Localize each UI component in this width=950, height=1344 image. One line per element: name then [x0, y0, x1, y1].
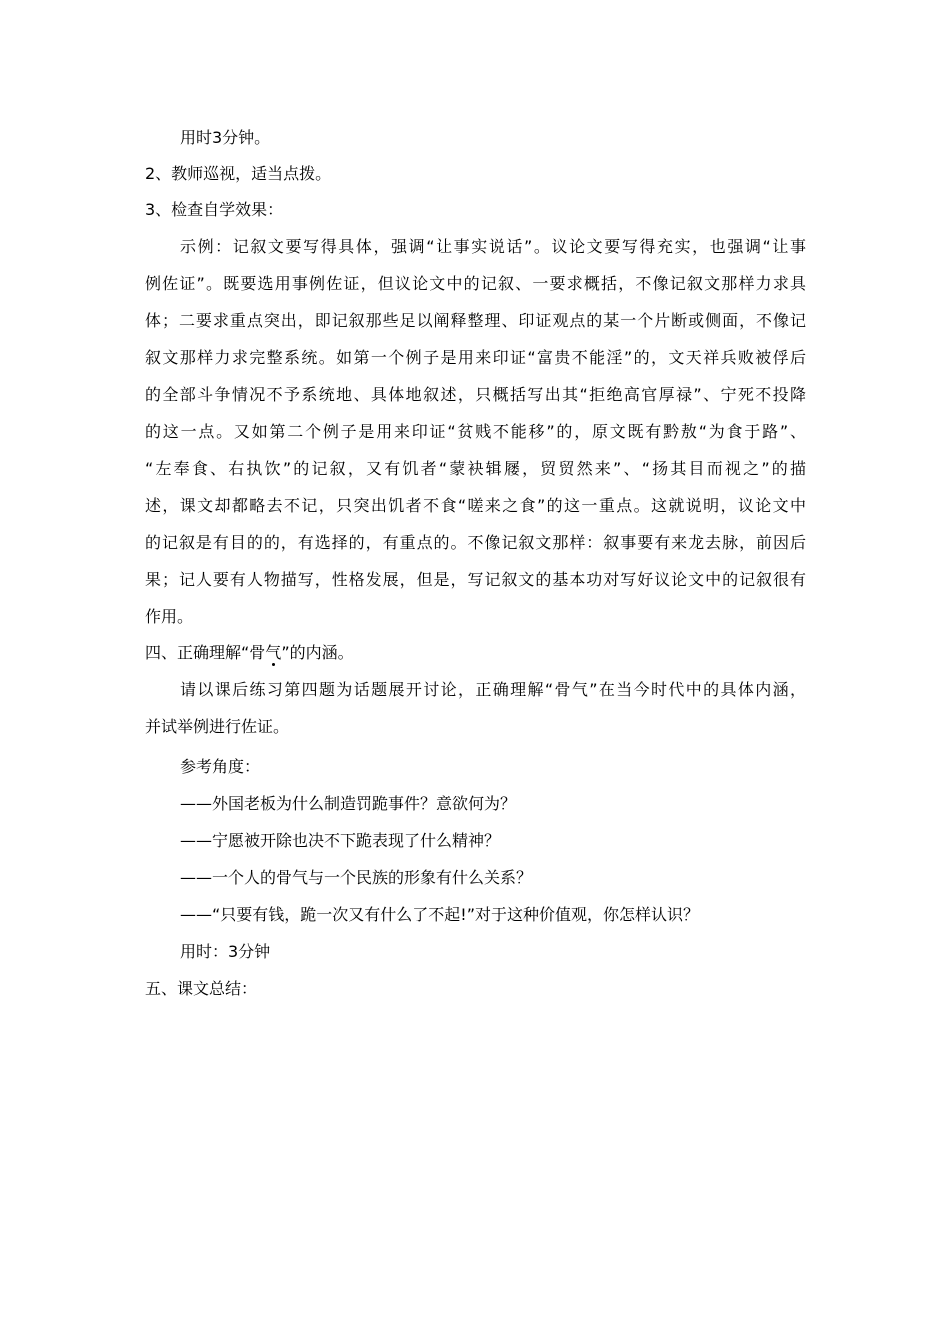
emphasis-dot-char: 气 — [265, 643, 282, 662]
paragraph-line: 示例：记叙文要写得具体，强调“让事实说话”。议论文要写得充实，也强调“让事 — [180, 237, 806, 256]
list-item: ——“只要有钱，跪一次又有什么了不起!”对于这种价值观，你怎样认识？ — [180, 905, 699, 924]
list-item: ——一个人的骨气与一个民族的形象有什么关系？ — [180, 868, 533, 887]
paragraph-line: 例佐证”。既要选用事例佐证，但议论文中的记叙、一要求概括，不像记叙文那样力求具 — [145, 274, 806, 293]
paragraph-line: 的全部斗争情况不予系统地、具体地叙述，只概括写出其“拒绝高官厚禄”、宁死不投降 — [145, 385, 806, 404]
section-4-heading: 四、正确理解“骨气”的内涵。 — [145, 643, 354, 662]
paragraph-line: 作用。 — [145, 607, 194, 626]
paragraph-line: 的记叙是有目的的，有选择的，有重点的。不像记叙文那样：叙事要有来龙去脉，前因后 — [145, 533, 806, 552]
paragraph-line: “左奉食、右执饮”的记叙，又有饥者“蒙袂辑屦，贸贸然来”、“扬其目而视之”的描 — [145, 459, 806, 478]
step-3-text: 3、检查自学效果： — [145, 200, 284, 219]
section-5-heading: 五、课文总结： — [145, 979, 258, 998]
paragraph-line: 体；二要求重点突出，即记叙那些足以阐释整理、印证观点的某一个片断或侧面，不像记 — [145, 311, 806, 330]
reference-angles-label: 参考角度： — [180, 757, 261, 776]
step-2-text: 2、教师巡视，适当点拨。 — [145, 164, 332, 183]
time-note-1: 用时3分钟。 — [180, 128, 271, 147]
list-item: ——外国老板为什么制造罚跪事件？意欲何为？ — [180, 794, 517, 813]
time-note-2: 用时：3分钟 — [180, 942, 271, 961]
discussion-prompt-line: 并试举例进行佐证。 — [145, 717, 290, 736]
discussion-prompt-line: 请以课后练习第四题为话题展开讨论，正确理解“骨气”在当今时代中的具体内涵， — [180, 680, 806, 699]
paragraph-line: 果；记人要有人物描写，性格发展，但是，写记叙文的基本功对写好议论文中的记叙很有 — [145, 570, 806, 589]
paragraph-line: 的这一点。又如第二个例子是用来印证“贫贱不能移”的，原文既有黔敖“为食于路”、 — [145, 422, 806, 441]
paragraph-line: 叙文那样力求完整系统。如第一个例子是用来印证“富贵不能淫”的，文天祥兵败被俘后 — [145, 348, 806, 367]
list-item: ——宁愿被开除也决不下跪表现了什么精神？ — [180, 831, 501, 850]
paragraph-line: 述，课文却都略去不记，只突出饥者不食“嗟来之食”的这一重点。这就说明，议论文中 — [145, 496, 806, 515]
